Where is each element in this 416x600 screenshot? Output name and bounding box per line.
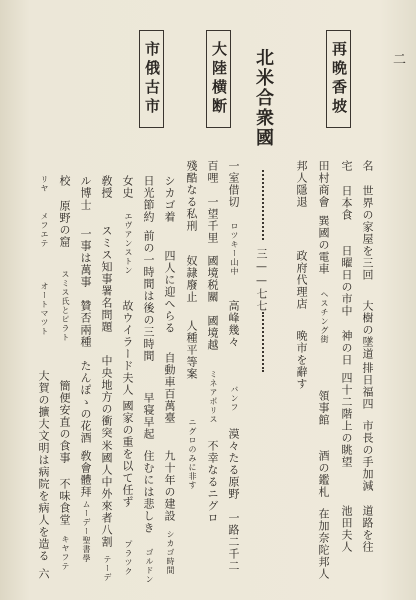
entry: 漠々たる原野 bbox=[227, 428, 240, 500]
entry: 簡便安直の食事 bbox=[58, 380, 71, 464]
entry: 原野の窟 bbox=[58, 200, 71, 248]
entry: 米國人中外來者八割 bbox=[100, 440, 113, 548]
entry: 在加奈陀邦人 bbox=[317, 508, 330, 580]
entry: エヴアンストン bbox=[124, 212, 133, 275]
entry: 九十年の建設 bbox=[163, 450, 176, 522]
entry: キヤフテ bbox=[61, 535, 70, 571]
entry: 世界の家屋を三回 bbox=[361, 185, 374, 281]
entry: 市長の手加減 bbox=[361, 420, 374, 492]
entry: 人種平等案 bbox=[185, 320, 198, 380]
entry: 故ウイラード夫人 bbox=[121, 300, 134, 396]
entry: 女史 bbox=[121, 175, 134, 199]
entry: 神の日 bbox=[340, 330, 353, 366]
entry: 高峰幾々 bbox=[227, 300, 240, 348]
entry: 名 bbox=[361, 160, 374, 172]
page-number: 二 bbox=[390, 52, 405, 65]
entry: 贊否兩種 bbox=[79, 300, 92, 348]
entry: 日曜日の市中 bbox=[340, 245, 353, 317]
entry: シカゴ着 bbox=[163, 175, 176, 223]
entry: 池田夫人 bbox=[340, 505, 353, 553]
entry: 敎會體拜 bbox=[79, 450, 92, 498]
entry: 奴隷廢止 bbox=[185, 255, 198, 303]
entry: 六 bbox=[37, 568, 50, 580]
entry: 中央地方の衝突 bbox=[100, 355, 113, 439]
entry: 校 bbox=[58, 175, 71, 187]
entry: 日本食 bbox=[340, 185, 353, 221]
entry: 文明は病院を病人を造る bbox=[37, 430, 50, 562]
entry: 一事は萬事 bbox=[79, 228, 92, 288]
entry: 四十二階上の眺望 bbox=[340, 372, 353, 468]
entry: オートマツト bbox=[40, 282, 49, 336]
entry: 田村商會 bbox=[317, 160, 330, 208]
entry: 前の一時間は後の三時間 bbox=[142, 230, 155, 362]
section-heading-2: 大陸横断 bbox=[206, 30, 231, 128]
entry: 政府代理店 bbox=[295, 250, 308, 310]
toc-title: 北米合衆國 bbox=[253, 48, 274, 148]
leader-dots-1 bbox=[262, 170, 264, 240]
entry: メフエテ bbox=[40, 212, 49, 248]
entry: 道路を往 bbox=[361, 505, 374, 553]
entry: 四人に迎へらる bbox=[163, 250, 176, 334]
entry: 巽國の電車 bbox=[317, 215, 330, 275]
entry: 百哩 bbox=[206, 160, 219, 184]
entry: 一望千里 bbox=[206, 196, 219, 244]
entry: バンフ bbox=[230, 385, 239, 412]
toc-pages: 三——七七 bbox=[255, 248, 268, 312]
entry: 領事館 bbox=[317, 390, 330, 426]
entry: 殘酷なる私刑 bbox=[185, 160, 198, 232]
entry: 住むには悲しき bbox=[142, 450, 155, 534]
entry: 一路二千二 bbox=[227, 512, 240, 572]
entry: 大樹の墜道 bbox=[361, 300, 374, 360]
entry: スミス氏とピラト bbox=[61, 270, 70, 342]
entry: 自動車百萬臺 bbox=[163, 352, 176, 424]
entry: ゴルドン bbox=[145, 548, 154, 584]
entry: ヘスチング街 bbox=[320, 290, 329, 344]
entry: プラツク bbox=[124, 540, 133, 576]
entry: 一室借切 bbox=[227, 160, 240, 208]
entry: 國家の重を以て任ず bbox=[121, 400, 134, 508]
entry: 國境税關 bbox=[206, 255, 219, 303]
entry: 國境越 bbox=[206, 315, 219, 351]
entry: 大賀の擴大 bbox=[37, 370, 50, 430]
entry: テーデ bbox=[103, 555, 112, 582]
entry: 酒の鑑札 bbox=[317, 450, 330, 498]
section-heading-3: 市俄古市 bbox=[139, 30, 164, 128]
entry: 敎授 bbox=[100, 175, 113, 199]
entry: ミネアポリス bbox=[209, 370, 218, 424]
entry: スミス知事署名問題 bbox=[100, 225, 113, 333]
entry: 排日福四 bbox=[361, 362, 374, 410]
entry: ニグロのみに非す bbox=[188, 418, 197, 490]
section-heading-1: 再晩香坡 bbox=[326, 30, 351, 128]
entry: ムーデー聖書學 bbox=[82, 500, 91, 563]
entry: 早寝早起 bbox=[142, 392, 155, 440]
entry: シカゴ時間 bbox=[166, 530, 175, 575]
entry: 不幸なるニグロ bbox=[206, 440, 219, 524]
entry: ル博士 bbox=[79, 175, 92, 211]
entry: 晩市を辭す bbox=[295, 330, 308, 390]
leader-dots-2 bbox=[262, 312, 264, 372]
entry: 不味食堂 bbox=[58, 478, 71, 526]
entry: リヤ bbox=[40, 175, 49, 193]
entry: たんぽゝの花酒 bbox=[79, 360, 92, 444]
entry: 邦人隱退 bbox=[295, 160, 308, 208]
entry: 宅 bbox=[340, 160, 353, 172]
entry: 日光節約 bbox=[142, 175, 155, 223]
entry: ロツキー山中 bbox=[230, 222, 239, 276]
